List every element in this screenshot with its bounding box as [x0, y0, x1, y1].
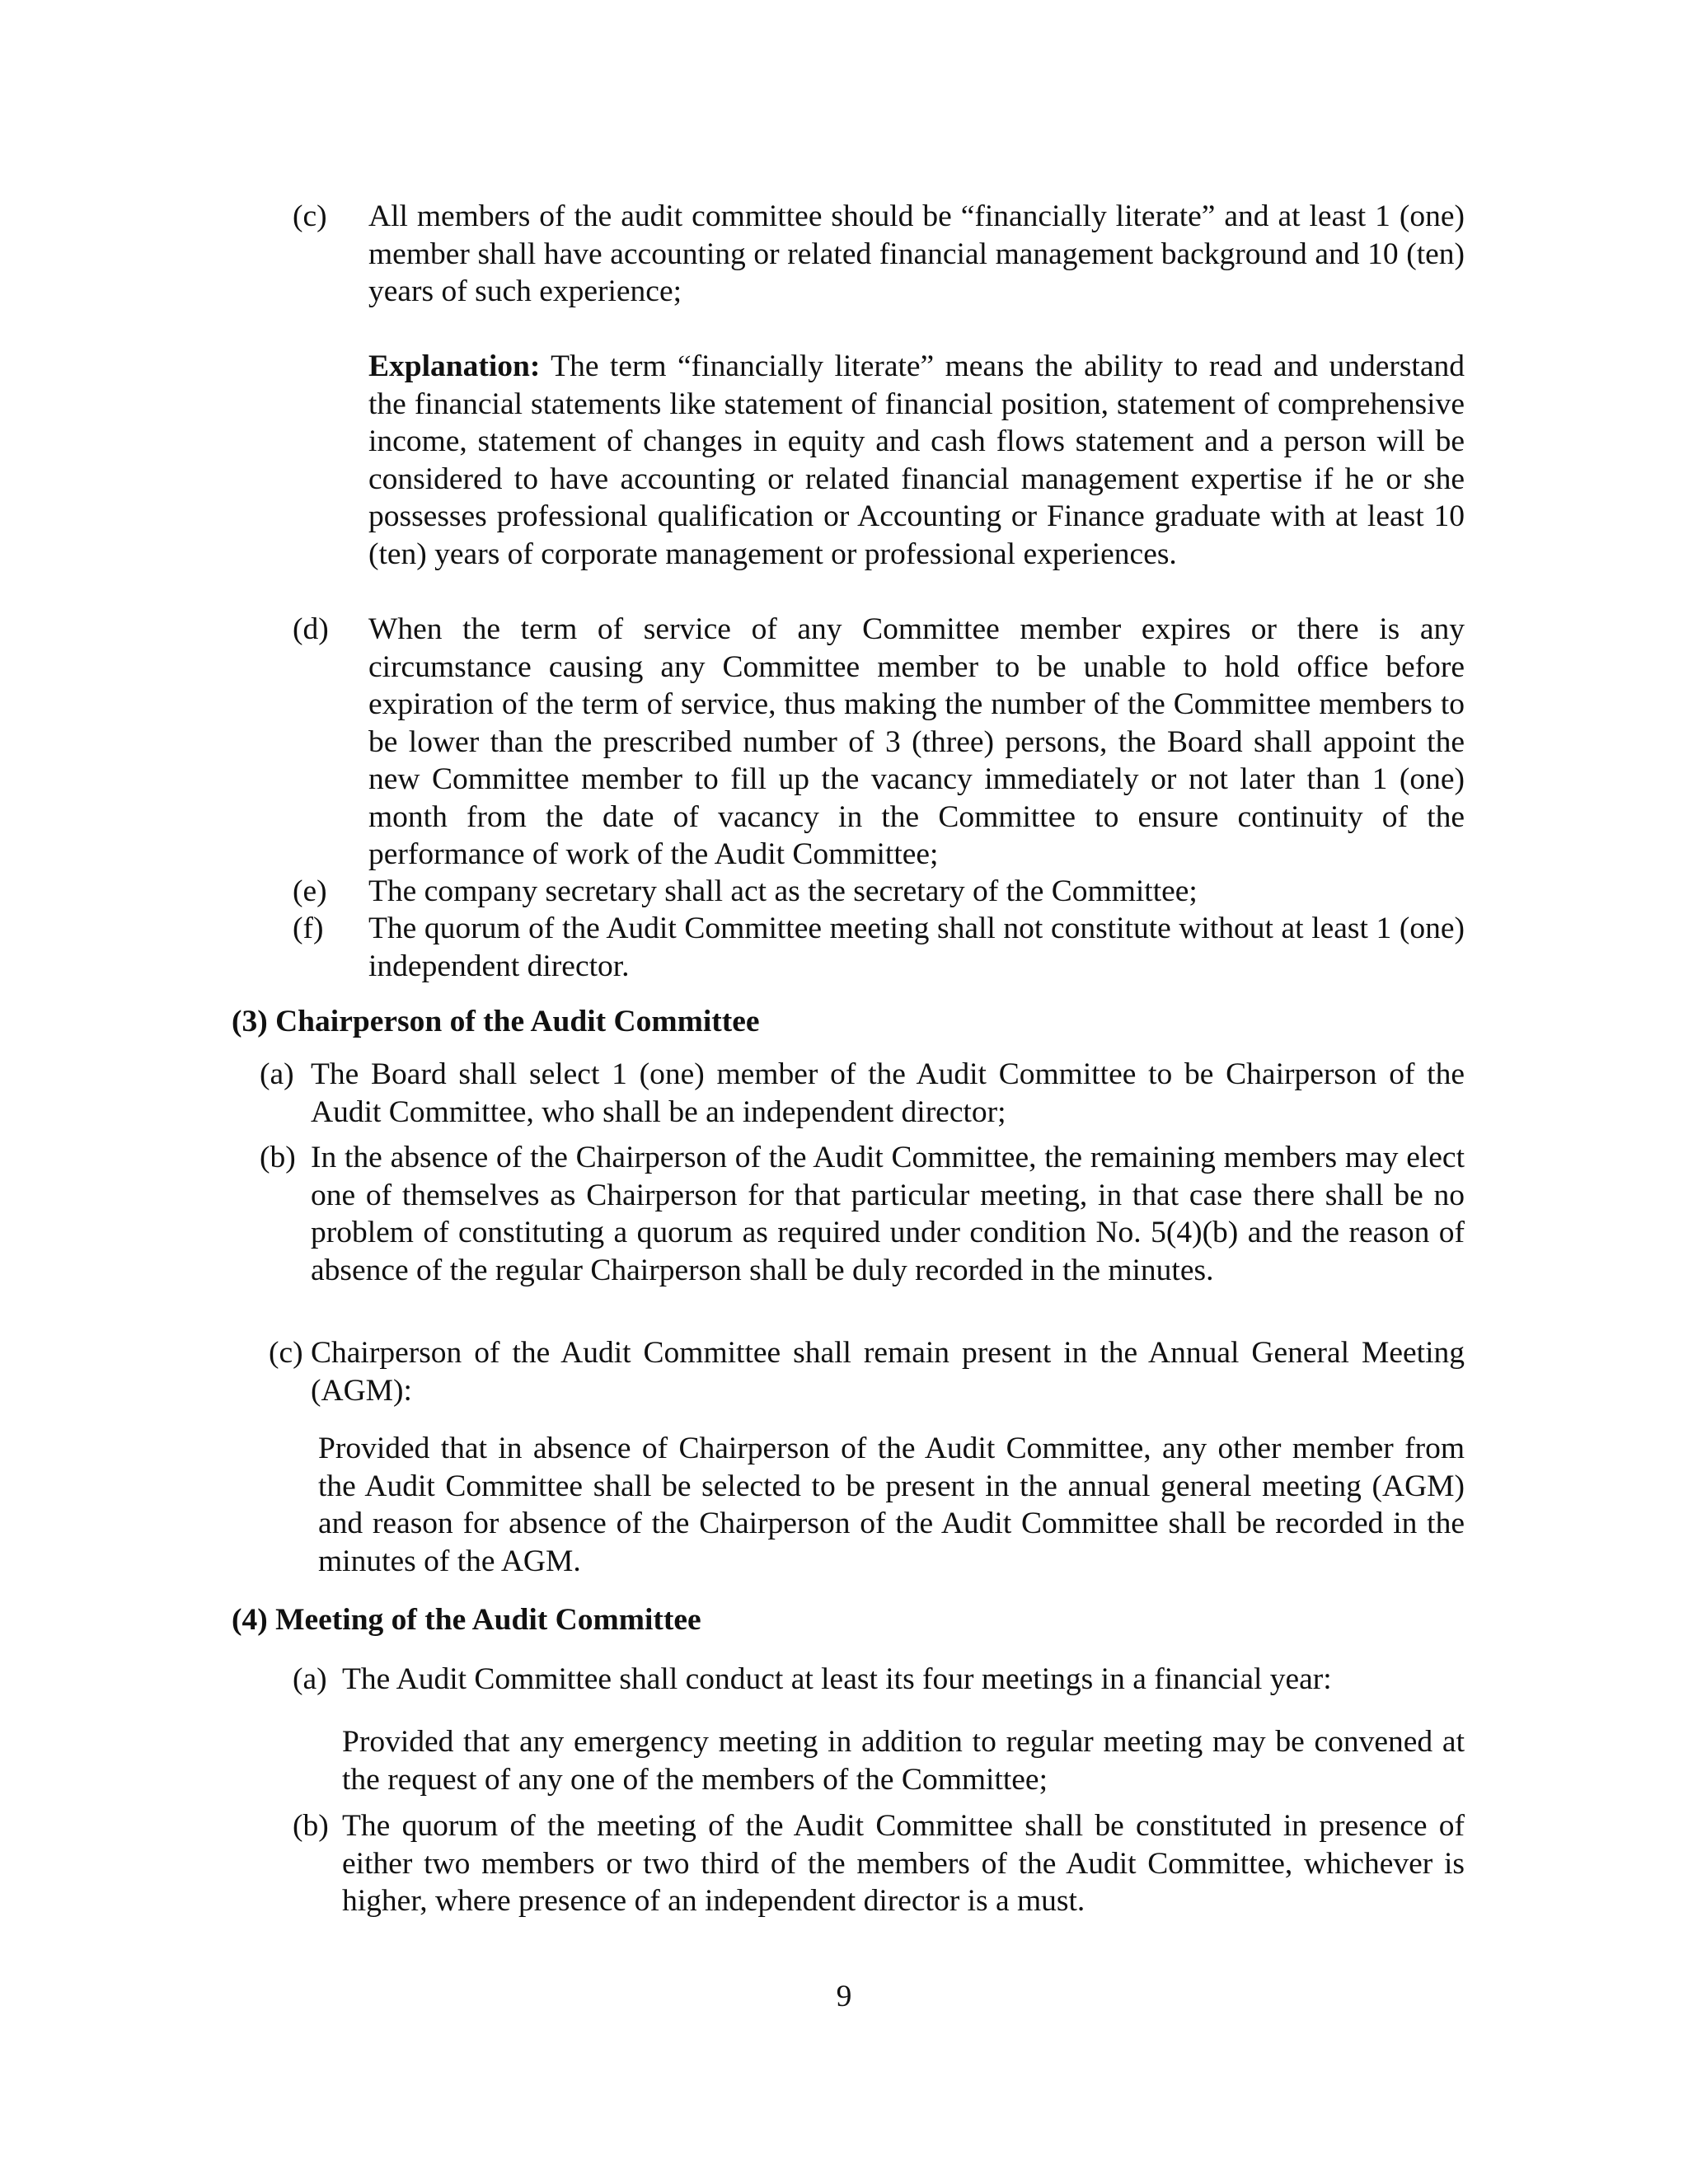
item-text-2f: The quorum of the Audit Committee meeting shall not constitute without at least 1 (one) independent director. [368, 912, 1465, 983]
item-label-3c: (c) [269, 1336, 303, 1370]
page-number: 9 [836, 1980, 852, 2013]
section-heading-chairperson: (3) Chairperson of the Audit Committee [232, 1005, 760, 1038]
item-text-2e: The company secretary shall act as the secretary of the Committee; [368, 874, 1198, 908]
proviso-4a: Provided that any emergency meeting in addition to regular meeting may be convened at the request of any one of the members of the Committee; [342, 1725, 1465, 1797]
proviso-3c: Provided that in absence of Chairperson of the Audit Committee, any other member from the Audit Committee shall be selected to be present in the annual general meeting (AGM) and reason for absence of the Chairperson of the Audit Committee shall be recorded in the minutes of the AGM. [318, 1432, 1465, 1578]
item-text-4a: The Audit Committee shall conduct at least its four meetings in a financial year: [342, 1662, 1332, 1696]
item-label-4b: (b) [293, 1809, 329, 1843]
explanation-text: The term “financially literate” means the ability to read and understand the financial statements like statement of financial position, statement of comprehensive income, statement of changes in equity and cash flows statement and a person will be considered to have accounting or related financial management expertise if he or she possesses professional qualification or Accounting or Finance graduate with at least 10 (ten) years of corporate management or professional experiences. [368, 349, 1465, 571]
item-label-3b: (b) [260, 1141, 296, 1174]
explanation-paragraph [368, 348, 1465, 573]
item-text-2c: All members of the audit committee should be “financially literate” and at least 1 (one) member shall have accounting or related financial management background and 10 (ten) years of such experience; [368, 199, 1465, 308]
item-text-4b: The quorum of the meeting of the Audit Committee shall be constituted in presence of either two members or two third of the members of the Audit Committee, whichever is higher, where presence of an independent director is a must. [342, 1809, 1465, 1918]
section-heading-meeting: (4) Meeting of the Audit Committee [232, 1603, 701, 1637]
item-text-3c: Chairperson of the Audit Committee shall remain present in the Annual General Meeting (AGM): [311, 1336, 1465, 1408]
item-label-2e: (e) [293, 874, 327, 908]
item-text-3a: The Board shall select 1 (one) member of the Audit Committee to be Chairperson of the Audit Committee, who shall be an independent director; [311, 1057, 1465, 1129]
item-label-2d: (d) [293, 612, 329, 646]
item-text-2d: When the term of service of any Committee member expires or there is any circumstance causing any Committee member to be unable to hold office before expiration of the term of service, thus making the number of the Committee members to be lower than the prescribed number of 3 (three) persons, the Board shall appoint the new Committee member to fill up the vacancy immediately or not later than 1 (one) month from the date of vacancy in the Committee to ensure continuity of the performance of work of the Audit Committee; [368, 612, 1465, 871]
item-label-2c: (c) [293, 199, 327, 233]
item-label-3a: (a) [260, 1057, 294, 1091]
item-text-3b: In the absence of the Chairperson of the Audit Committee, the remaining members may elect one of themselves as Chairperson for that particular meeting, in that case there shall be no problem of constituting a quorum as required under condition No. 5(4)(b) and the reason of absence of the regular Chairperson shall be duly recorded in the minutes. [311, 1141, 1465, 1287]
item-label-4a: (a) [293, 1662, 327, 1696]
item-label-2f: (f) [293, 912, 324, 945]
explanation-label: Explanation: [368, 349, 541, 383]
